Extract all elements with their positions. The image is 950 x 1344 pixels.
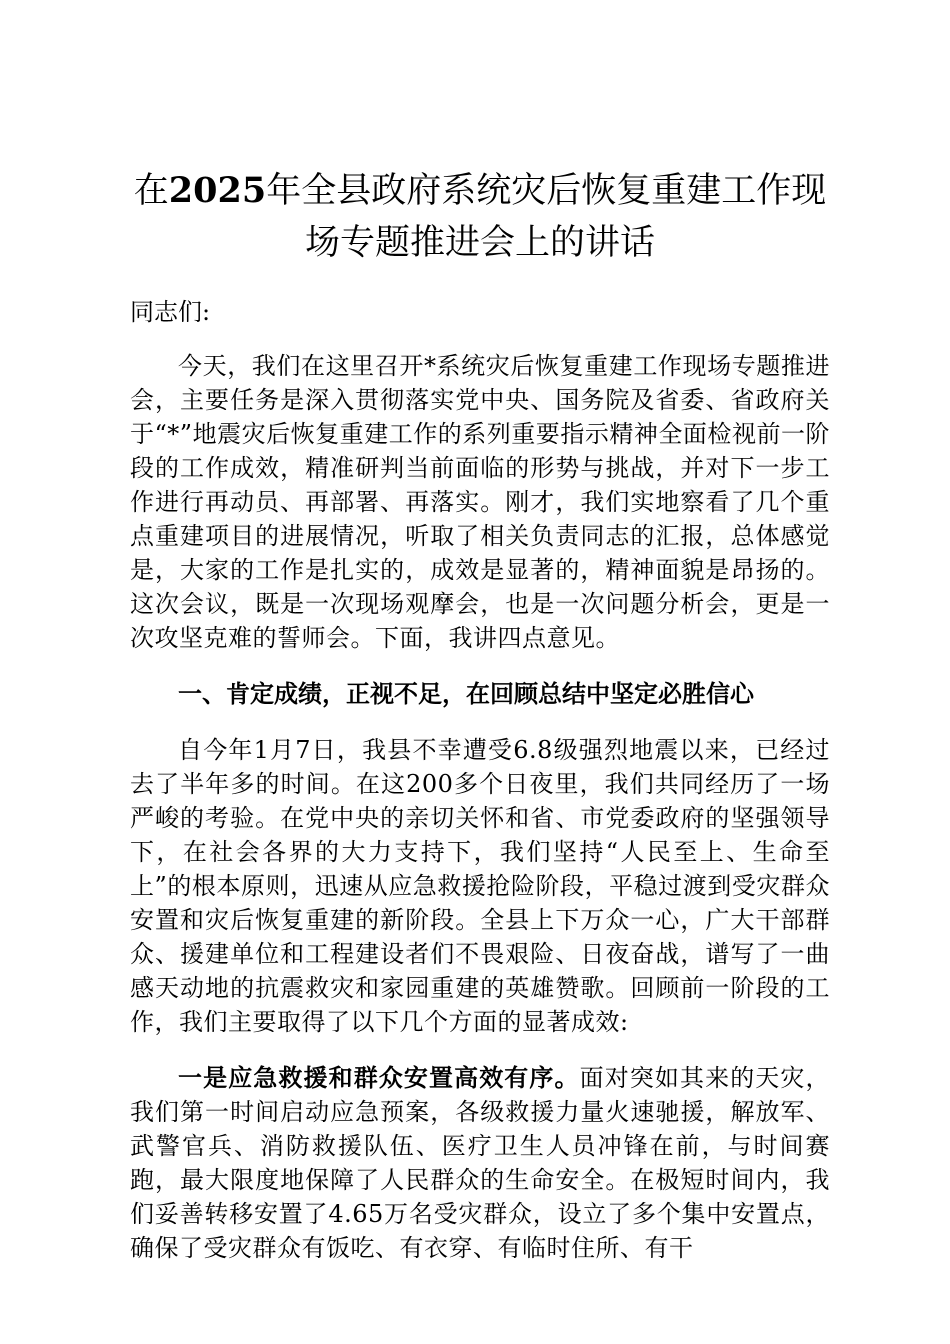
title-suffix: 年全县政府系统灾后恢复重建工作现 — [266, 171, 827, 211]
title-line-2: 场专题推进会上的讲话 — [304, 223, 655, 263]
point-1-text: 面对突如其来的天灾，我们第一时间启动应急预案，各级救援力量火速驰援，解放军、武警官兵、消防救援队伍、医疗卫生人员冲锋在前，与时间赛跑，最大限度地保障了人民群众的生命安全。在极短时间内，我们妥善转移安置了4.65万名受灾群众，设立了多个集中安置点，确保了受灾群众有饭吃、有衣穿、有临时住所、有干 — [130, 1064, 831, 1262]
point-1-lead: 一是应急救援和群众安置高效有序。 — [178, 1063, 580, 1092]
section-1-heading: 一、肯定成绩，正视不足，在回顾总结中坚定必胜信心 — [178, 679, 754, 708]
title-line-1 — [130, 165, 830, 217]
section-1-paragraph: 自今年1月7日，我县不幸遭受6.8级强烈地震以来，已经过去了半年多的时间。在这200多个日夜里，我们共同经历了一场严峻的考验。在党中央的亲切关怀和省、市党委政府的坚强领导下，在社会各界的大力支持下，我们坚持“人民至上、生命至上”的根本原则，迅速从应急救援抢险阶段，平稳过渡到受灾群众安置和灾后恢复重建的新阶段。全县上下万众一心，广大干部群众、援建单位和工程建设者们不畏艰险、日夜奋战，谱写了一曲感天动地的抗震救灾和家园重建的英雄赞歌。回顾前一阶段的工作，我们主要取得了以下几个方面的显著成效: — [130, 736, 830, 1036]
title-prefix: 在 — [133, 171, 169, 211]
document-title — [130, 165, 830, 269]
point-1-paragraph — [130, 1061, 830, 1265]
intro-paragraph: 今天，我们在这里召开*系统灾后恢复重建工作现场专题推进会，主要任务是深入贯彻落实党中央、国务院及省委、省政府关于“*”地震灾后恢复重建工作的系列重要指示精神全面检视前一阶段的工作成效，精准研判当前面临的形势与挑战，并对下一步工作进行再动员、再部署、再落实。刚才，我们实地察看了几个重点重建项目的进展情况，听取了相关负责同志的汇报，总体感觉是，大家的工作是扎实的，成效是显著的，精神面貌是昂扬的。这次会议，既是一次现场观摩会，也是一次问题分析会，更是一次攻坚克难的誓师会。下面，我讲四点意见。 — [130, 352, 830, 652]
salutation: 同志们: — [130, 298, 211, 326]
title-year: 2025 — [168, 170, 267, 211]
document-page — [130, 165, 830, 1287]
